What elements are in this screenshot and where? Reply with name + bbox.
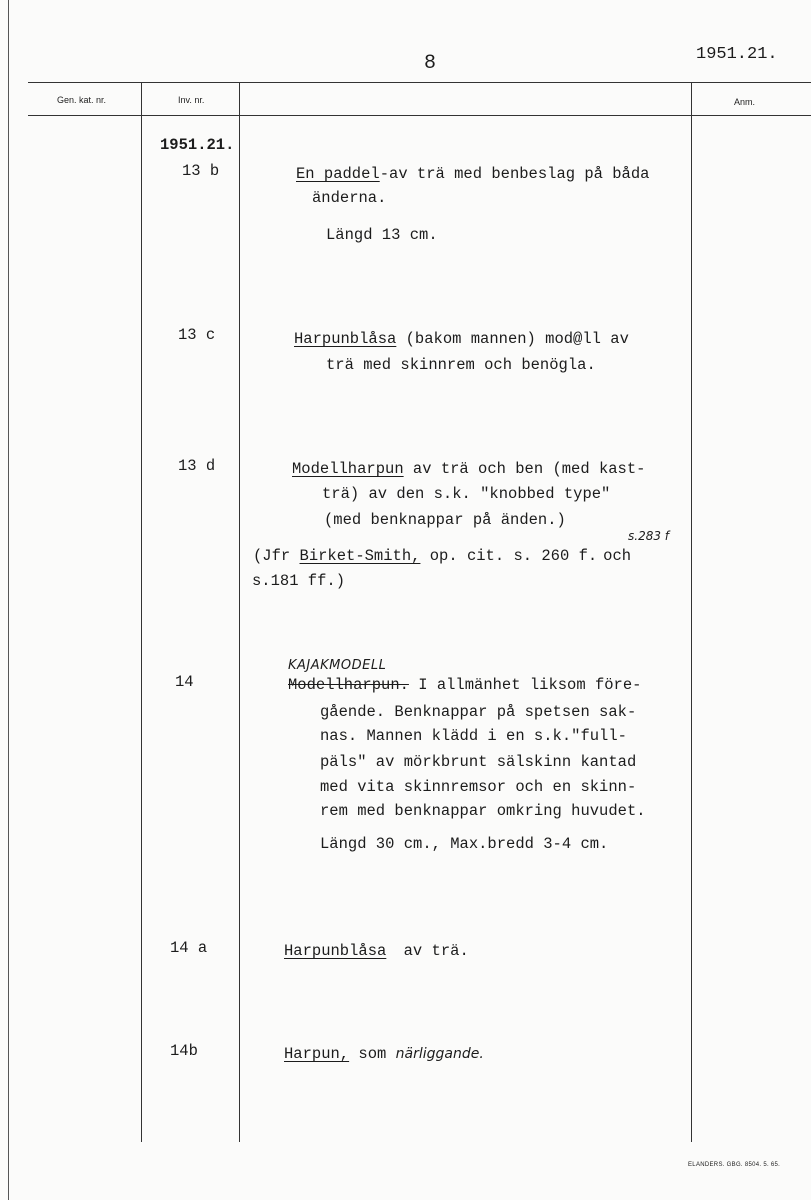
- entry-14-line-5: med vita skinnremsor och en skinn-: [320, 778, 637, 796]
- entry-13d-ref-och: och: [603, 547, 632, 565]
- column-divider-2: [239, 82, 240, 1142]
- entry-13c-text: (bakom mannen) mod@ll av: [396, 330, 629, 348]
- entry-13d-ref-text: op. cit. s. 260 f.: [420, 547, 598, 565]
- inv-number-14b: 14b: [170, 1042, 198, 1060]
- entry-13b-title: En paddel: [296, 165, 380, 183]
- entry-13b-line-3: Längd 13 cm.: [326, 226, 438, 244]
- header-bottom-line: [28, 115, 811, 116]
- entry-14b-text: som: [349, 1045, 396, 1063]
- entry-13c-title: Harpunblåsa: [294, 330, 397, 348]
- header-top-line: [28, 82, 811, 83]
- handwritten-title-kajakmodell: KAJAKMODELL: [288, 658, 387, 673]
- inv-number-13d: 13 d: [178, 457, 216, 475]
- column-header-anm: Anm.: [734, 97, 756, 107]
- catalog-id-header: 1951.21.: [696, 45, 778, 64]
- entry-14-line-1: [288, 674, 641, 698]
- inv-number-13b: 13 b: [182, 162, 220, 180]
- entry-13d-ref-author: Birket-Smith,: [299, 547, 421, 565]
- entry-14-line-2: gående. Benknappar på spetsen sak-: [320, 703, 637, 721]
- entry-14-line-4: päls" av mörkbrunt sälskinn kantad: [320, 753, 637, 771]
- entry-14a-text: av trä.: [394, 942, 469, 960]
- entry-14-line-6: rem med benknappar omkring huvudet.: [320, 802, 646, 820]
- printer-imprint: ELANDERS. GBG. 8504. 5. 65.: [688, 1162, 781, 1168]
- entry-14b-handwritten: närliggande.: [395, 1046, 484, 1062]
- entry-14-text: I allmänhet liksom före-: [408, 676, 642, 694]
- entry-13d-title: Modellharpun: [292, 460, 404, 478]
- entry-14a-line-1: [284, 940, 469, 964]
- inv-number-14a: 14 a: [170, 939, 208, 957]
- entry-13b-line-2: änderna.: [312, 189, 387, 207]
- entry-13d-text: av trä och ben (med kast-: [403, 460, 646, 478]
- entry-13d-line-1: [292, 458, 645, 482]
- entry-13b-line-1: [296, 163, 649, 187]
- entry-14b-line-1: [284, 1043, 484, 1067]
- entry-13d-line-2: trä) av den s.k. "knobbed type": [322, 485, 611, 503]
- left-margin-line: [8, 0, 9, 1200]
- entry-13d-ref-prefix: (Jfr: [253, 547, 300, 565]
- inv-number-14: 14: [175, 673, 194, 691]
- column-header-gen-kat: Gen. kat. nr.: [57, 95, 107, 105]
- entry-13c-line-2: trä med skinnrem och benögla.: [326, 356, 596, 374]
- column-divider-1: [141, 82, 142, 1142]
- entry-13b-text: -av trä med benbeslag på båda: [379, 165, 650, 183]
- entry-14-line-3: nas. Mannen klädd i en s.k."full-: [320, 727, 627, 745]
- entry-14b-title: Harpun,: [284, 1045, 350, 1063]
- entry-13c-line-1: [294, 328, 629, 352]
- entry-14a-title: Harpunblåsa: [284, 942, 387, 960]
- inv-number-13c: 13 c: [178, 326, 216, 344]
- page-number: 8: [424, 52, 437, 75]
- column-header-inv: Inv. nr.: [178, 95, 205, 105]
- entry-14-line-7: Längd 30 cm., Max.bredd 3-4 cm.: [320, 835, 609, 853]
- column-divider-3: [691, 82, 692, 1142]
- handwritten-page-note: s.283 f: [628, 529, 670, 543]
- group-id: 1951.21.: [160, 136, 235, 154]
- entry-13d-line-4: [253, 545, 631, 569]
- entry-13d-line-5: s.181 ff.): [252, 572, 346, 590]
- entry-13d-line-3: (med benknappar på änden.): [324, 511, 566, 529]
- entry-14-title-struck: Modellharpun.: [288, 676, 409, 694]
